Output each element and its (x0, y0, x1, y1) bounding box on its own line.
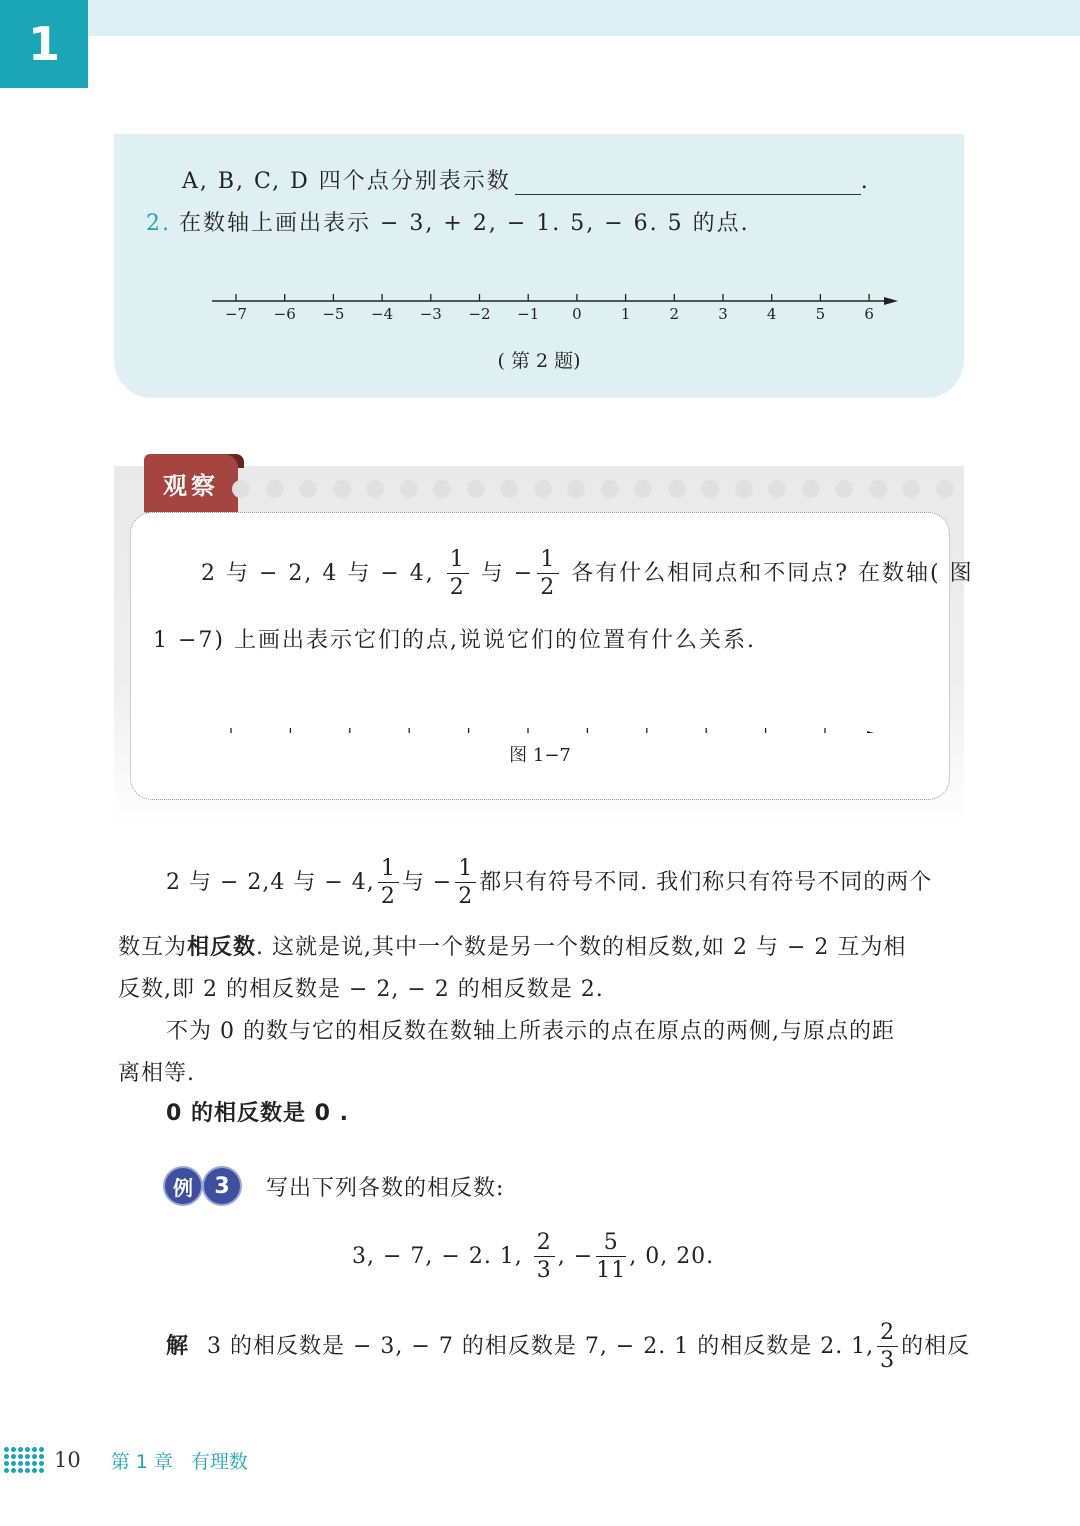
observe-title: 观察 (144, 454, 238, 512)
fraction-two-thirds: $\frac{2}{3}$ (877, 1322, 898, 1372)
observe-box (114, 466, 974, 826)
solution-label: 解 (166, 1334, 190, 1359)
example-3 (165, 1168, 504, 1204)
term-opposite-number: 相反数 (187, 935, 257, 960)
page-number: 10 (54, 1448, 81, 1472)
observe-card (130, 512, 974, 800)
axis-tick-label: −1 (517, 305, 540, 323)
paragraph-1: 2 与 − 2,4 与 − 4, $\frac{1}{2}$ 与 − $\frac{1}{2}$ 都只有符号不同. 我们称只有符号不同的两个 (166, 856, 933, 909)
number-line-figure (131, 513, 949, 733)
chapter-label: 第 1 章 (110, 1450, 173, 1473)
axis-tick-label: 5 (815, 305, 826, 323)
page-footer (0, 1440, 248, 1480)
dots-decoration-icon (4, 1447, 44, 1473)
axis-tick-label: 1 (620, 305, 631, 323)
binder-holes (232, 480, 954, 498)
fraction-two-thirds: $\frac{2}{3}$ (534, 1232, 555, 1282)
paragraph-6: 0 的相反数是 0 . (166, 1101, 349, 1126)
fraction-five-elevenths: $\frac{5}{11}$ (596, 1230, 627, 1283)
axis-tick-label: −2 (468, 305, 491, 323)
chapter-number-tab: 1 (0, 0, 88, 88)
example-prompt: 写出下列各数的相反数: (266, 1175, 505, 1201)
example-number-list: 3, − 7, − 2. 1, $\frac{2}{3}$ , − $\frac{5}{11}$ , 0, 20. (352, 1230, 715, 1283)
observe-line-2: 1 −7) 上画出表示它们的点,说说它们的位置有什么关系. (153, 628, 756, 653)
text-b: 与 − (480, 561, 535, 586)
number-line-exercise (114, 134, 964, 334)
axis-tick-label: −5 (322, 305, 345, 323)
axis-tick-label: 3 (718, 305, 728, 323)
exercise-line-1-text: A, B, C, D 四个点分别表示数 (182, 169, 511, 194)
figure-caption: 图 1−7 (509, 745, 571, 766)
axis-tick-label: 6 (864, 305, 874, 323)
paragraph-4: 不为 0 的数与它的相反数在数轴上所表示的点在原点的两侧,与原点的距 (166, 1019, 895, 1044)
fraction-half: $\frac{1}{2}$ (378, 858, 399, 908)
paragraph-3: 反数,即 2 的相反数是 − 2, − 2 的相反数是 2. (118, 977, 604, 1002)
question-text: 在数轴上画出表示 − 3, + 2, − 1. 5, − 6. 5 的点. (179, 211, 750, 236)
exercise-box (114, 134, 964, 398)
exercise-caption: ( 第 2 题) (497, 350, 581, 372)
paragraph-2: 数互为相反数. 这就是说,其中一个数是另一个数的相反数,如 2 与 − 2 互为相 (118, 935, 907, 960)
question-number: 2. (146, 211, 171, 236)
solution: 解 3 的相反数是 − 3, − 7 的相反数是 7, − 2. 1 的相反数是 2. 1, $\frac{2}{3}$ 的相反 (166, 1320, 971, 1373)
axis-tick-label: 4 (766, 305, 777, 323)
axis-tick-label: −3 (419, 305, 442, 323)
text-a: 2 与 − 2, 4 与 − 4, (201, 561, 435, 586)
axis-tick-label: −6 (273, 305, 296, 323)
chapter-title: 有理数 (190, 1450, 248, 1473)
fraction-half-neg: $\frac{1}{2}$ (455, 858, 476, 908)
paragraph-5: 离相等. (118, 1061, 195, 1086)
axis-tick-label: 2 (669, 305, 680, 323)
fraction-half-neg: $\frac{1}{2}$ (537, 549, 559, 599)
example-badge: 例 3 (165, 1168, 240, 1204)
fraction-half: $\frac{1}{2}$ (447, 549, 469, 599)
axis-arrow-icon (884, 297, 898, 305)
axis-tick-label: 0 (572, 305, 582, 323)
text-c: 各有什么相同点和不同点? 在数轴( 图 (571, 561, 974, 586)
axis-tick-label: −7 (224, 305, 248, 323)
axis-arrow-icon (867, 731, 881, 733)
top-bar (88, 0, 1080, 36)
axis-tick-label: −4 (371, 305, 394, 323)
period: . (860, 169, 870, 194)
